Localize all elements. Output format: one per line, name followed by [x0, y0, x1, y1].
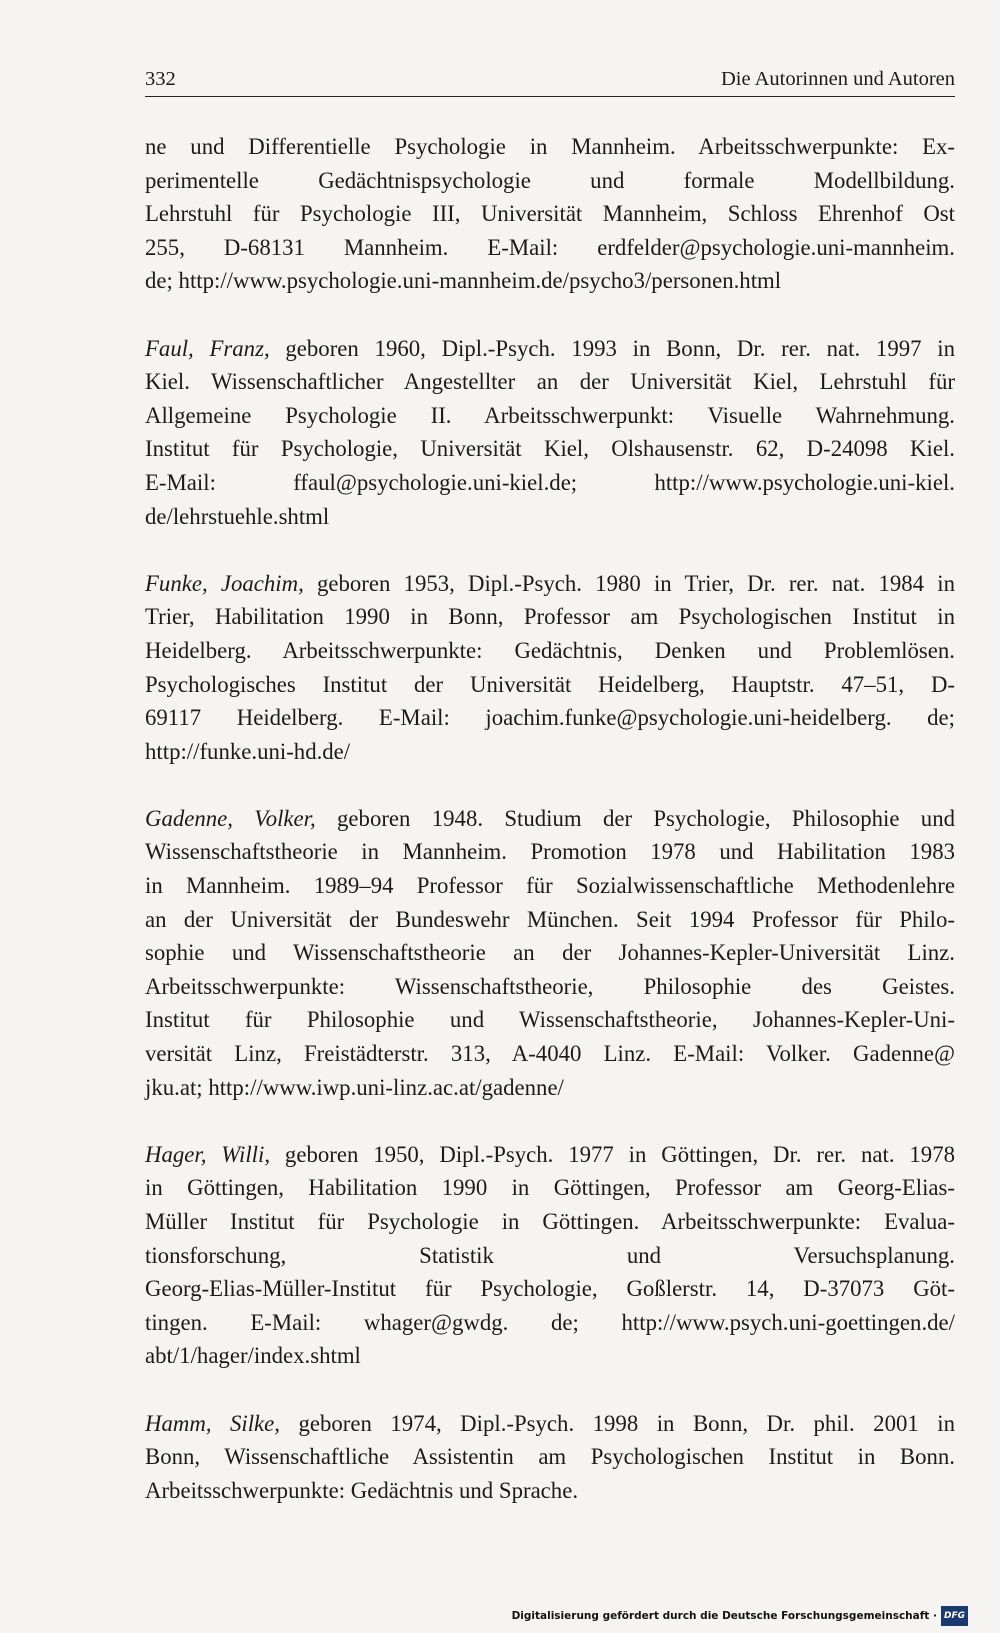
entry-line: Georg-Elias-Müller-Institut für Psychologie, Goßlerstr. 14, D-37073 Göt-: [145, 1276, 955, 1302]
author-entry: [145, 1138, 955, 1373]
entry-line: Psychologisches Institut der Universität Heidelberg, Hauptstr. 47–51, D-: [145, 671, 955, 697]
entry-line: Lehrstuhl für Psychologie III, Universität Mannheim, Schloss Ehrenhof Ost: [145, 201, 955, 227]
entry-text: geboren 1950, Dipl.-Psych. 1977 in Göttingen, Dr. rer. nat. 1978: [270, 1141, 955, 1167]
author-entry: [145, 130, 955, 298]
author-name: Gadenne, Volker,: [145, 805, 316, 831]
entry-line: Müller Institut für Psychologie in Göttingen. Arbeitsschwerpunkte: Evalua-: [145, 1209, 955, 1234]
entry-line: in Göttingen, Habilitation 1990 in Göttingen, Professor am Georg-Elias-: [145, 1175, 955, 1201]
author-entry: [145, 332, 955, 534]
author-entry: [145, 567, 955, 769]
entry-line: [145, 567, 955, 601]
author-name: Hamm, Silke,: [145, 1410, 280, 1436]
entry-text: geboren 1974, Dipl.-Psych. 1998 in Bonn, Dr. phil. 2001 in: [279, 1410, 955, 1436]
entry-line: versität Linz, Freistädterstr. 313, A-4040 Linz. E-Mail: Volker. Gadenne@: [145, 1041, 955, 1067]
running-head-title: Die Autorinnen und Autoren: [720, 68, 955, 90]
digitization-credit: [512, 1607, 968, 1625]
entry-line: sophie und Wissenschaftstheorie an der Johannes-Kepler-Universität Linz.: [145, 940, 955, 966]
entry-line: http://funke.uni-hd.de/: [145, 738, 351, 764]
credit-text: Digitalisierung gefördert durch die Deutsche Forschungsgemeinschaft ·: [511, 1610, 937, 1622]
entry-line: Allgemeine Psychologie II. Arbeitsschwerpunkt: Visuelle Wahrnehmung.: [145, 402, 955, 428]
entry-line: Bonn, Wissenschaftliche Assistentin am Psychologischen Institut in Bonn.: [145, 1444, 955, 1470]
entry-line: [145, 1138, 955, 1172]
entry-line: de/lehrstuehle.shtml: [145, 503, 330, 529]
author-biographies: [145, 130, 955, 1541]
entry-line: 69117 Heidelberg. E-Mail: joachim.funke@psychologie.uni-heidelberg. de;: [145, 705, 955, 731]
entry-line: [145, 802, 955, 836]
entry-line: Institut für Psychologie, Universität Kiel, Olshausenstr. 62, D-24098 Kiel.: [145, 436, 955, 462]
entry-line: Trier, Habilitation 1990 in Bonn, Professor am Psychologischen Institut in: [145, 604, 955, 630]
entry-text: geboren 1960, Dipl.-Psych. 1993 in Bonn, Dr. rer. nat. 1997 in: [269, 335, 955, 361]
entry-line: E-Mail: ffaul@psychologie.uni-kiel.de; http://www.psychologie.uni-kiel.: [145, 469, 955, 495]
entry-line: in Mannheim. 1989–94 Professor für Sozialwissenschaftliche Methodenlehre: [145, 873, 955, 899]
author-name: Funke, Joachim,: [145, 570, 304, 596]
entry-text: geboren 1953, Dipl.-Psych. 1980 in Trier, Dr. rer. nat. 1984 in: [303, 570, 955, 596]
entry-line: tingen. E-Mail: whager@gwdg. de; http://www.psych.uni-goettingen.de/: [145, 1309, 955, 1335]
entry-line: 255, D-68131 Mannheim. E-Mail: erdfelder@psychologie.uni-mannheim.: [145, 234, 955, 260]
entry-line: Arbeitsschwerpunkte: Gedächtnis und Sprache.: [145, 1477, 579, 1503]
page-number: 332: [145, 68, 176, 90]
entry-line: Kiel. Wissenschaftlicher Angestellter an der Universität Kiel, Lehrstuhl für: [145, 369, 955, 395]
running-head: [145, 64, 955, 94]
entry-line: de; http://www.psychologie.uni-mannheim.de/psycho3/personen.html: [145, 268, 782, 294]
author-name: Faul, Franz,: [145, 335, 270, 361]
entry-line: Heidelberg. Arbeitsschwerpunkte: Gedächtnis, Denken und Problemlösen.: [145, 637, 955, 663]
entry-line: Institut für Philosophie und Wissenschaftstheorie, Johannes-Kepler-Uni-: [145, 1007, 955, 1033]
entry-line: an der Universität der Bundeswehr München. Seit 1994 Professor für Philo-: [145, 906, 955, 932]
entry-line: Arbeitsschwerpunkte: Wissenschaftstheorie, Philosophie des Geistes.: [145, 973, 955, 999]
entry-line: abt/1/hager/index.shtml: [145, 1343, 361, 1369]
author-name: Hager, Willi,: [145, 1141, 271, 1167]
entry-line: ne und Differentielle Psychologie in Mannheim. Arbeitsschwerpunkte: Ex-: [145, 134, 955, 159]
entry-line: tionsforschung, Statistik und Versuchsplanung.: [145, 1242, 955, 1268]
author-entry: [145, 802, 955, 1104]
author-entry: [145, 1407, 955, 1508]
entry-line: perimentelle Gedächtnispsychologie und formale Modellbildung.: [145, 167, 955, 193]
entry-text: geboren 1948. Studium der Psychologie, Philosophie und: [315, 805, 955, 831]
dfg-logo: DFG: [941, 1606, 968, 1626]
entry-line: jku.at; http://www.iwp.uni-linz.ac.at/gadenne/: [145, 1074, 564, 1100]
entry-line: Wissenschaftstheorie in Mannheim. Promotion 1978 und Habilitation 1983: [145, 839, 955, 865]
entry-line: [145, 332, 955, 366]
entry-line: [145, 1407, 955, 1441]
header-rule: [145, 96, 955, 97]
